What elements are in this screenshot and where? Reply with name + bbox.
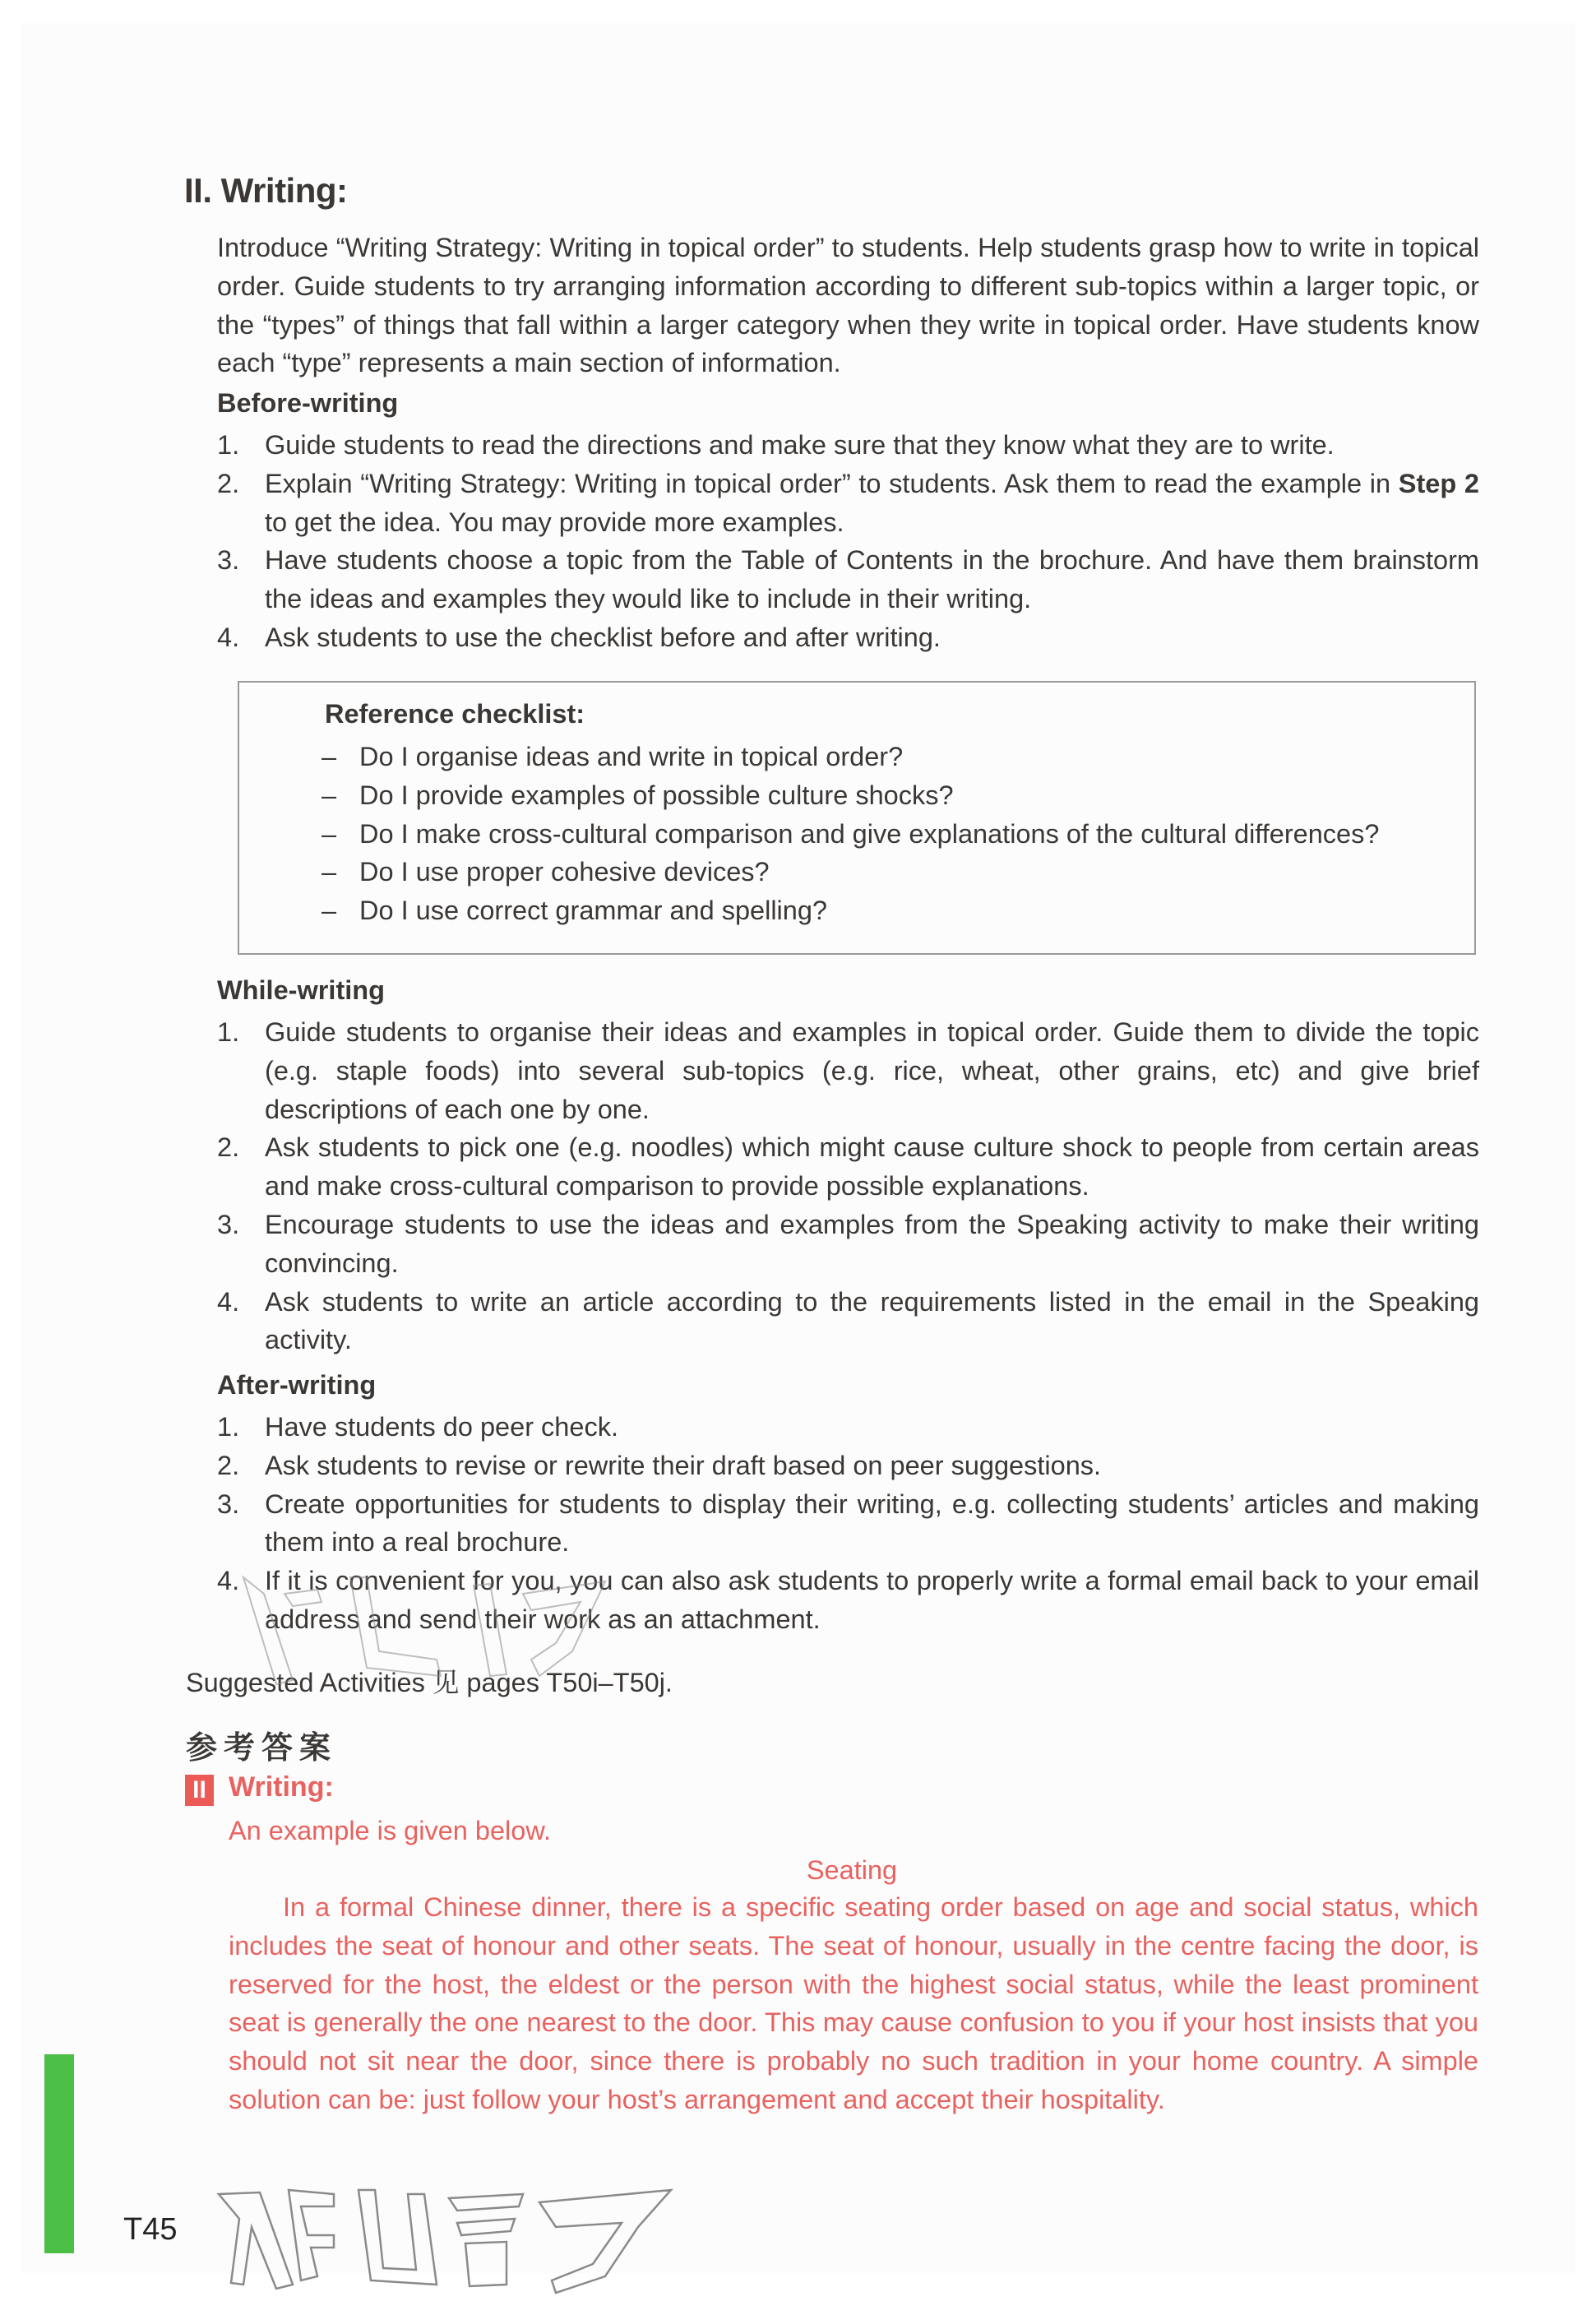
after-writing-heading: After-writing	[217, 1370, 377, 1400]
watermark-logo-icon	[210, 2178, 687, 2301]
list-item	[217, 1408, 1479, 1447]
intro-paragraph: Introduce “Writing Strategy: Writing in topical order” to students. Help students grasp how to write in topical order. Guide students to try arranging information according to different sub-topics within a larger topic, or the “types” of things that fall within a larger category when they write in topical order. Have students know each “type” represents a main section of information.	[217, 233, 1479, 378]
while-writing-heading: While-writing	[217, 975, 385, 1005]
checklist-item	[322, 891, 1379, 930]
item-number: 2.	[217, 1132, 240, 1163]
item-number: 1.	[217, 1017, 240, 1047]
dash-bullet-icon: –	[322, 896, 337, 926]
item-text: Ask students to use the checklist before and after writing.	[265, 622, 941, 652]
item-text: Ask students to pick one (e.g. noodles) which might cause culture shock to people from certain areas and make cross-cultural comparison to provide possible explanations.	[265, 1132, 1479, 1201]
item-number: 2.	[217, 468, 240, 498]
checklist-title: Reference checklist:	[325, 699, 585, 729]
item-text: Guide students to organise their ideas and examples in topical order. Guide them to divide the topic (e.g. staple foods) into several sub-topics (e.g. rice, wheat, other grains, etc) and give brief descriptions of each one by one.	[265, 1017, 1479, 1124]
checklist-item-text: Do I make cross-cultural comparison and give explanations of the cultural differences?	[359, 818, 1380, 849]
list-item	[217, 426, 1479, 465]
reference-answers-heading: 参考答案	[186, 1729, 338, 1766]
item-number: 3.	[217, 545, 240, 576]
reference-checklist-box	[238, 681, 1476, 955]
checklist-item	[322, 738, 1379, 776]
item-text: Encourage students to use the ideas and examples from the Speaking activity to make their writing convincing.	[265, 1209, 1479, 1278]
checklist-item	[322, 815, 1379, 854]
item-number: 2.	[217, 1450, 240, 1480]
answer-section-title: Writing:	[229, 1771, 334, 1803]
checklist-item-text: Do I provide examples of possible culture shocks?	[359, 780, 954, 810]
item-text: to get the idea. You may provide more examples.	[265, 507, 844, 537]
dash-bullet-icon: –	[322, 780, 337, 810]
checklist-item-text: Do I use correct grammar and spelling?	[359, 896, 828, 926]
checklist-item-text: Do I use proper cohesive devices?	[359, 857, 770, 887]
list-item	[217, 618, 1479, 657]
item-number: 4.	[217, 1286, 240, 1317]
document-page	[21, 23, 1575, 2273]
checklist-items	[322, 738, 1379, 930]
item-text: If it is convenient for you, you can also ask students to properly write a formal email back to your email address and send their work as an attachment.	[265, 1566, 1479, 1634]
watermark-overlay-icon	[227, 1569, 638, 1692]
suggested-activities: Suggested Activities 见 pages T50i–T50j.	[186, 1668, 673, 1697]
section-heading: II. Writing:	[184, 171, 348, 210]
before-writing-heading: Before-writing	[217, 388, 399, 418]
item-number: 1.	[217, 1412, 240, 1442]
item-text: Create opportunities for students to display their writing, e.g. collecting students’ articles and making them into a real brochure.	[265, 1488, 1479, 1558]
item-number: 3.	[217, 1209, 240, 1239]
list-item	[217, 1447, 1479, 1485]
essay-body: In a formal Chinese dinner, there is a specific seating order based on age and social status, which includes the seat of honour and other seats. The seat of honour, usually in the centre facing the door, is reserved for the host, the eldest or the person with the highest social status, while the least prominent seat is generally the one nearest to the door. This may cause confusion to you if your host insists that you should not sit near the door, since there is probably no such tradition in your home country. A simple solution can be: just follow your host’s arrangement and accept their hospitality.	[229, 1892, 1478, 2114]
item-text: Explain “Writing Strategy: Writing in topical order” to students. Ask them to read the example in	[265, 468, 1399, 498]
before-writing-list	[217, 426, 1479, 657]
list-item	[217, 1283, 1479, 1360]
essay-title: Seating	[806, 1855, 898, 1885]
item-text: Ask students to revise or rewrite their draft based on peer suggestions.	[265, 1450, 1102, 1480]
list-item	[217, 1485, 1479, 1563]
section-badge: II	[185, 1775, 214, 1806]
item-text: Ask students to write an article according to the requirements listed in the email in the Speaking activity.	[265, 1286, 1479, 1355]
item-number: 3.	[217, 1488, 240, 1519]
checklist-item	[322, 776, 1379, 815]
checklist-item	[322, 853, 1379, 891]
dash-bullet-icon: –	[322, 857, 337, 887]
item-number: 4.	[217, 622, 240, 652]
list-item	[217, 1128, 1479, 1206]
checklist-item-text: Do I organise ideas and write in topical order?	[359, 742, 904, 771]
list-item	[217, 1206, 1479, 1283]
item-text: Have students choose a topic from the Table of Contents in the brochure. And have them brainstorm the ideas and examples they would like to include in their writing.	[265, 545, 1479, 614]
list-item	[217, 1013, 1479, 1128]
list-item	[217, 541, 1479, 618]
dash-bullet-icon: –	[322, 818, 337, 849]
item-number: 1.	[217, 430, 240, 460]
while-writing-list	[217, 1013, 1479, 1359]
page-number: T45	[123, 2212, 178, 2247]
dash-bullet-icon: –	[322, 742, 337, 771]
side-tab-marker	[44, 2054, 74, 2253]
item-number: 4.	[217, 1566, 240, 1596]
item-text: Guide students to read the directions and make sure that they know what they are to write.	[265, 430, 1335, 460]
answer-intro: An example is given below.	[229, 1816, 552, 1845]
step-reference: Step 2	[1398, 468, 1479, 498]
item-text: Have students do peer check.	[265, 1412, 618, 1442]
list-item	[217, 465, 1479, 542]
